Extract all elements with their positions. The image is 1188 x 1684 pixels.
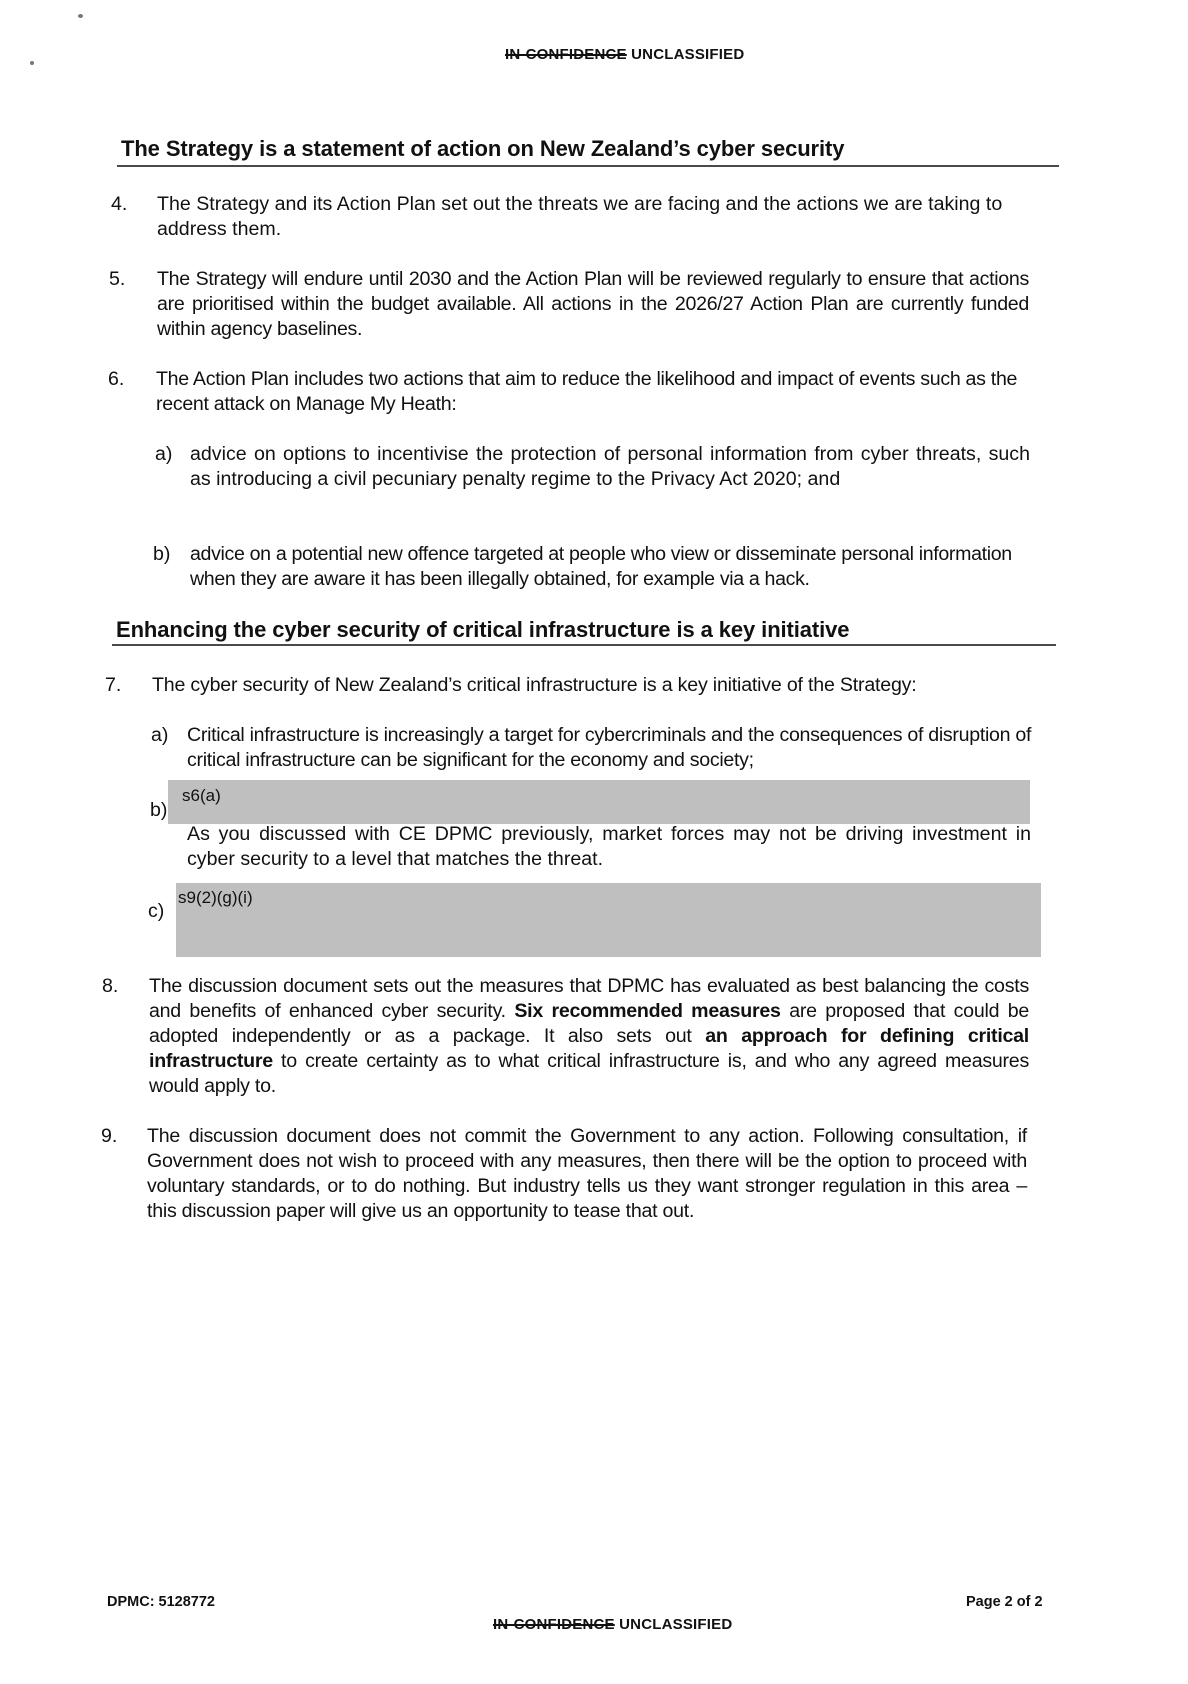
section-heading: The Strategy is a statement of action on New Zealand’s cyber security [121,136,845,161]
paragraph-text: The Strategy and its Action Plan set out the threats we are facing and the actions we are taking to address them. [157,193,1003,240]
struck-classification: IN-CONFIDENCE [505,46,627,63]
paragraph-number: 4. [111,193,128,215]
paragraph-number: 9. [101,1125,118,1147]
classification-label: UNCLASSIFIED [631,46,745,63]
paragraph-number: 6. [108,368,125,390]
subitem-label: b) [153,543,171,565]
classification-label: UNCLASSIFIED [619,1616,733,1633]
redaction-code: s6(a) [182,786,221,805]
subitem-text: Critical infrastructure is increasingly a target for cybercriminals and the consequences of disruption of critical infrastructure can be significant for the economy and society; [187,724,1032,771]
redaction-box [168,780,1030,824]
subitem-text: advice on options to incentivise the protection of personal information from cyber threats, such as introducing a civil pecuniary penalty regime to the Privacy Act 2020; and [190,443,1030,490]
paragraph-text: The Strategy will endure until 2030 and the Action Plan will be reviewed regularly to ensure that actions are prioritised within the budget available. All actions in the 2026/27 Action Plan are currently funded within agency baselines. [157,268,1029,340]
text-segment: to create certainty as to what critical infrastructure is, and who any agreed measures would apply to. [149,1050,1029,1097]
header-classification [505,46,744,63]
redaction-box [176,883,1041,957]
paragraph-text: The discussion document does not commit the Government to any action. Following consultation, if Government does not wish to proceed with any measures, then there will be the option to proceed with voluntary standards, or to do nothing. But industry tells us they want stronger regulation in this area – this discussion paper will give us an opportunity to tease that out. [147,1125,1027,1222]
paragraph-number: 5. [109,268,126,290]
paragraph-text: The cyber security of New Zealand’s critical infrastructure is a key initiative of the Strategy: [152,674,917,696]
subitem-label: a) [155,443,173,465]
redaction-code: s9(2)(g)(i) [178,888,253,907]
scan-speck [78,14,83,18]
footer-classification [493,1616,732,1633]
subitem-label: c) [148,900,165,922]
paragraph-number: 7. [105,674,122,696]
scan-speck [30,61,34,65]
footer-page-number: Page 2 of 2 [966,1594,1043,1610]
bold-text-segment: an approach for defining critical infrastructure [149,1025,1030,1072]
subitem-text: advice on a potential new offence targeted at people who view or disseminate personal information when they are aware it has been illegally obtained, for example via a hack. [190,543,1012,590]
paragraph-text [149,974,1029,1099]
paragraph-text: The Action Plan includes two actions that aim to reduce the likelihood and impact of events such as the recent attack on Manage My Heath: [156,368,1018,415]
struck-classification: IN-CONFIDENCE [493,1616,615,1633]
heading-underline [117,165,1059,167]
paragraph-number: 8. [102,975,119,997]
subitem-text: As you discussed with CE DPMC previously, market forces may not be driving investment in cyber security to a level that matches the threat. [187,823,1031,870]
subitem-label: a) [151,724,169,746]
subitem-label: b) [150,799,168,821]
bold-text-segment: Six recommended measures [514,1000,781,1022]
text-segment: The discussion document sets out the measures that DPMC has evaluated as best balancing the costs and benefits of enhanced cyber security. [149,975,1029,1022]
footer-doc-ref: DPMC: 5128772 [107,1594,215,1610]
text-segment: are proposed that could be adopted independently or as a package. It also sets out [149,1000,1030,1047]
section-heading: Enhancing the cyber security of critical infrastructure is a key initiative [116,617,850,642]
heading-underline [112,644,1056,646]
